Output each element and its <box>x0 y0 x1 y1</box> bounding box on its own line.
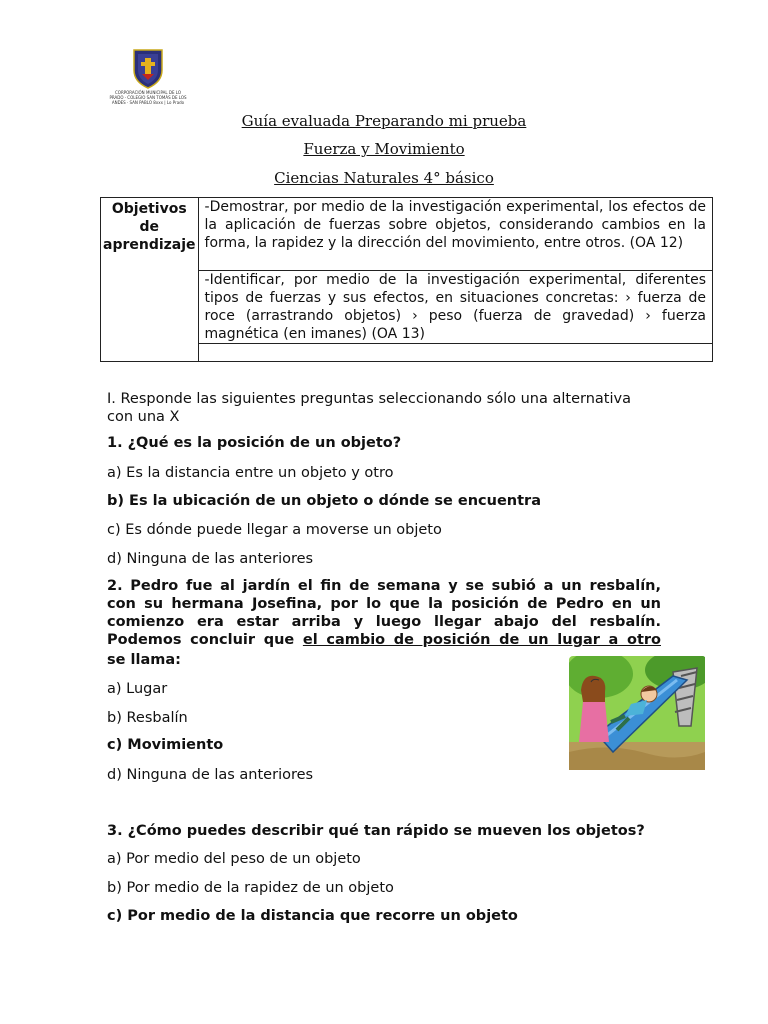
page-title: Guía evaluada Preparando mi prueba <box>241 112 527 130</box>
instructions-line2: con una X <box>107 409 180 425</box>
objectives-table <box>100 197 713 362</box>
question-1: 1. ¿Qué es la posición de un objeto? <box>107 435 402 451</box>
objective-empty <box>198 344 712 362</box>
q1-option-c[interactable]: c) Es dónde puede llegar a moverse un objeto <box>107 522 442 538</box>
question-2-line1: 2. Pedro fue al jardín el fin de semana y se subió a un resbalín, <box>107 578 661 594</box>
logo-caption: CORPORACIÓN MUNICIPAL DE LO PRADO · COLEGIO SAN TOMÁS DE LOS ANDES · SAN PABLO 8xxx | Lo Prado <box>109 90 187 105</box>
page-subtitle-topic: Fuerza y Movimiento <box>303 140 465 158</box>
school-logo <box>108 48 188 116</box>
question-2-line2: con su hermana Josefina, por lo que la posición de Pedro en un <box>107 596 661 612</box>
q2-option-b[interactable]: b) Resbalín <box>107 710 188 726</box>
question-2-line5: se llama: <box>107 652 181 668</box>
q2-option-a[interactable]: a) Lugar <box>107 681 168 697</box>
q2-option-c[interactable]: c) Movimiento <box>107 737 224 753</box>
question-2-line4: Podemos concluir que el cambio de posición de un lugar a otro <box>107 632 661 648</box>
instructions-line1: I. Responde las siguientes preguntas seleccionando sólo una alternativa <box>107 391 631 407</box>
objectives-label: Objetivos de aprendizaje <box>101 198 199 362</box>
slide-illustration <box>569 656 705 770</box>
q3-option-a[interactable]: a) Por medio del peso de un objeto <box>107 851 361 867</box>
q3-option-b[interactable]: b) Por medio de la rapidez de un objeto <box>107 880 394 896</box>
underlined-phrase: el cambio de posición de un lugar a otro <box>302 632 661 648</box>
objective-oa13: -Identificar, por medio de la investigación experimental, diferentes tipos de fuerzas y sus efectos, en situaciones concretas: › fuerza de roce (arrastrando objetos) › peso (fuerza de gravedad) › fuerza magnética (en imanes) (OA 13) <box>198 271 712 344</box>
q1-option-a[interactable]: a) Es la distancia entre un objeto y otro <box>107 465 394 481</box>
q1-option-b[interactable]: b) Es la ubicación de un objeto o dónde se encuentra <box>107 493 541 509</box>
page-subtitle-subject: Ciencias Naturales 4° básico <box>274 169 494 187</box>
objective-oa12: -Demostrar, por medio de la investigación experimental, los efectos de la aplicación de fuerzas sobre objetos, considerando cambios en la forma, la rapidez y la dirección del movimiento, entre otros. (OA 12) <box>198 198 712 271</box>
question-2-line3: comienzo era estar arriba y luego llegar abajo del resbalín. <box>107 614 661 630</box>
q2-option-d[interactable]: d) Ninguna de las anteriores <box>107 767 314 783</box>
shield-icon <box>108 48 188 90</box>
question-3: 3. ¿Cómo puedes describir qué tan rápido se mueven los objetos? <box>107 823 645 839</box>
q3-option-c[interactable]: c) Por medio de la distancia que recorre un objeto <box>107 908 518 924</box>
q1-option-d[interactable]: d) Ninguna de las anteriores <box>107 551 314 567</box>
